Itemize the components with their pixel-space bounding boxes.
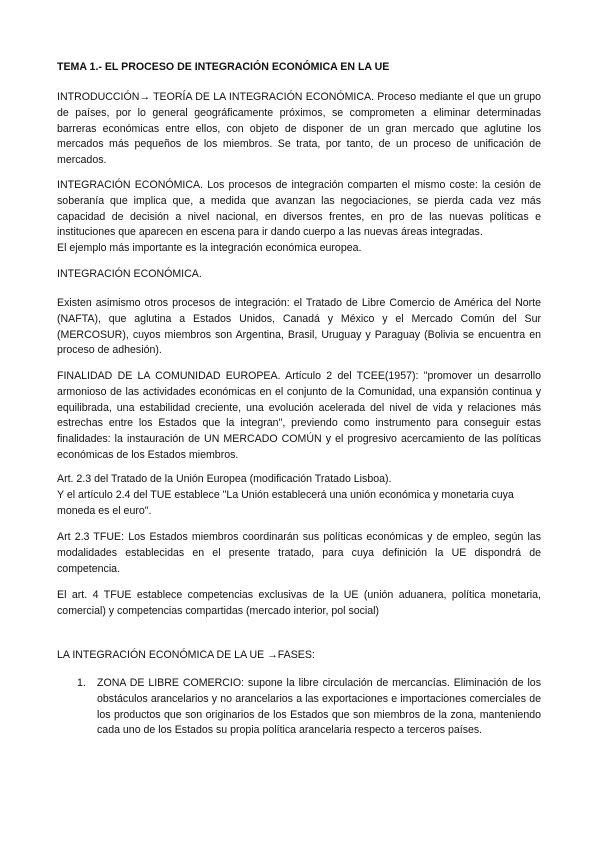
paragraph-introduccion: INTRODUCCIÓN→ TEORÍA DE LA INTEGRACIÓN ECONÓMICA. Proceso mediante el que un grupo de países, por lo general geográficamente próximos, se comprometen a eliminar determinadas barreras económicas entre ellos, con objeto de disponer de un gran mercado que aglutine los mercados más pequeños de los miembros. Se trata, por tanto, de un proceso de unificación de mercados.	[57, 91, 541, 167]
paragraph-tfue4: El art. 4 TFUE establece competencias exclusivas de la UE (unión aduanera, política monetaria, comercial) y competencias compartidas (mercado interior, pol social)	[57, 589, 541, 617]
list-item	[77, 676, 541, 739]
paragraph-integracion: INTEGRACIÓN ECONÓMICA. Los procesos de integración comparten el mismo coste: la cesión de soberanía que implica que, a medida que avanzan las negociaciones, se pierda cada vez más capacidad de decisión a nivel nacional, en diversos frentes, en pro de las nuevas políticas e instituciones que aparecen en escena para ir dando cuerpo a las nuevas áreas integradas.	[57, 179, 541, 239]
fases-list	[77, 676, 541, 739]
paragraph-art23: Art. 2.3 del Tratado de la Unión Europea (modificación Tratado Lisboa).	[57, 473, 392, 485]
paragraph-tfue23: Art 2.3 TFUE: Los Estados miembros coordinarán sus políticas económicas y de empleo, según las modalidades establecidas en el presente tratado, para cuya definición la UE dispondrá de competencia.	[57, 531, 541, 575]
paragraph-art24: Y el artículo 2.4 del TUE establece "La Unión establecerá una unión económica y monetaria cuya moneda es el euro".	[57, 489, 514, 517]
paragraph-ejemplo: El ejemplo más importante es la integración económica europea.	[57, 242, 362, 254]
paragraph-otros-procesos: Existen asimismo otros procesos de integración: el Tratado de Libre Comercio de América del Norte (NAFTA), que aglutina a Estados Unidos, Canadá y México y el Mercado Común del Sur (MERCOSUR), cuyos miembros son Argentina, Brasil, Uruguay y Paraguay (Bolivia se encuentra en proceso de adhesión).	[57, 297, 541, 357]
document-title: TEMA 1.- EL PROCESO DE INTEGRACIÓN ECONÓMICA EN LA UE	[57, 61, 390, 73]
list-item-number: 1.	[77, 677, 86, 689]
section-heading-integracion: INTEGRACIÓN ECONÓMICA.	[57, 268, 202, 280]
section-heading-fases: LA INTEGRACIÓN ECONÓMICA DE LA UE →FASES:	[57, 649, 315, 661]
list-item-text: ZONA DE LIBRE COMERCIO: supone la libre circulación de mercancías. Eliminación de los obstáculos arancelarios y no arancelarios a las exportaciones e importaciones comerciales de los productos que son originarios de los Estados que son miembros de la zona, manteniendo cada uno de los Estados su propia política arancelaria respecto a terceros países.	[97, 677, 541, 737]
paragraph-finalidad: FINALIDAD DE LA COMUNIDAD EUROPEA. Artículo 2 del TCEE(1957): "promover un desarrollo armonioso de las actividades económicas en el conjunto de la Comunidad, una expansión continua y equilibrada, una estabilidad creciente, una evolución acelerada del nivel de vida y relaciones más estrechas entre los Estados que la integran", previendo como instrumento para conseguir estas finalidades: la instauración de UN MERCADO COMÚN y el progresivo acercamiento de las políticas económicas de los Estados miembros.	[57, 370, 541, 461]
